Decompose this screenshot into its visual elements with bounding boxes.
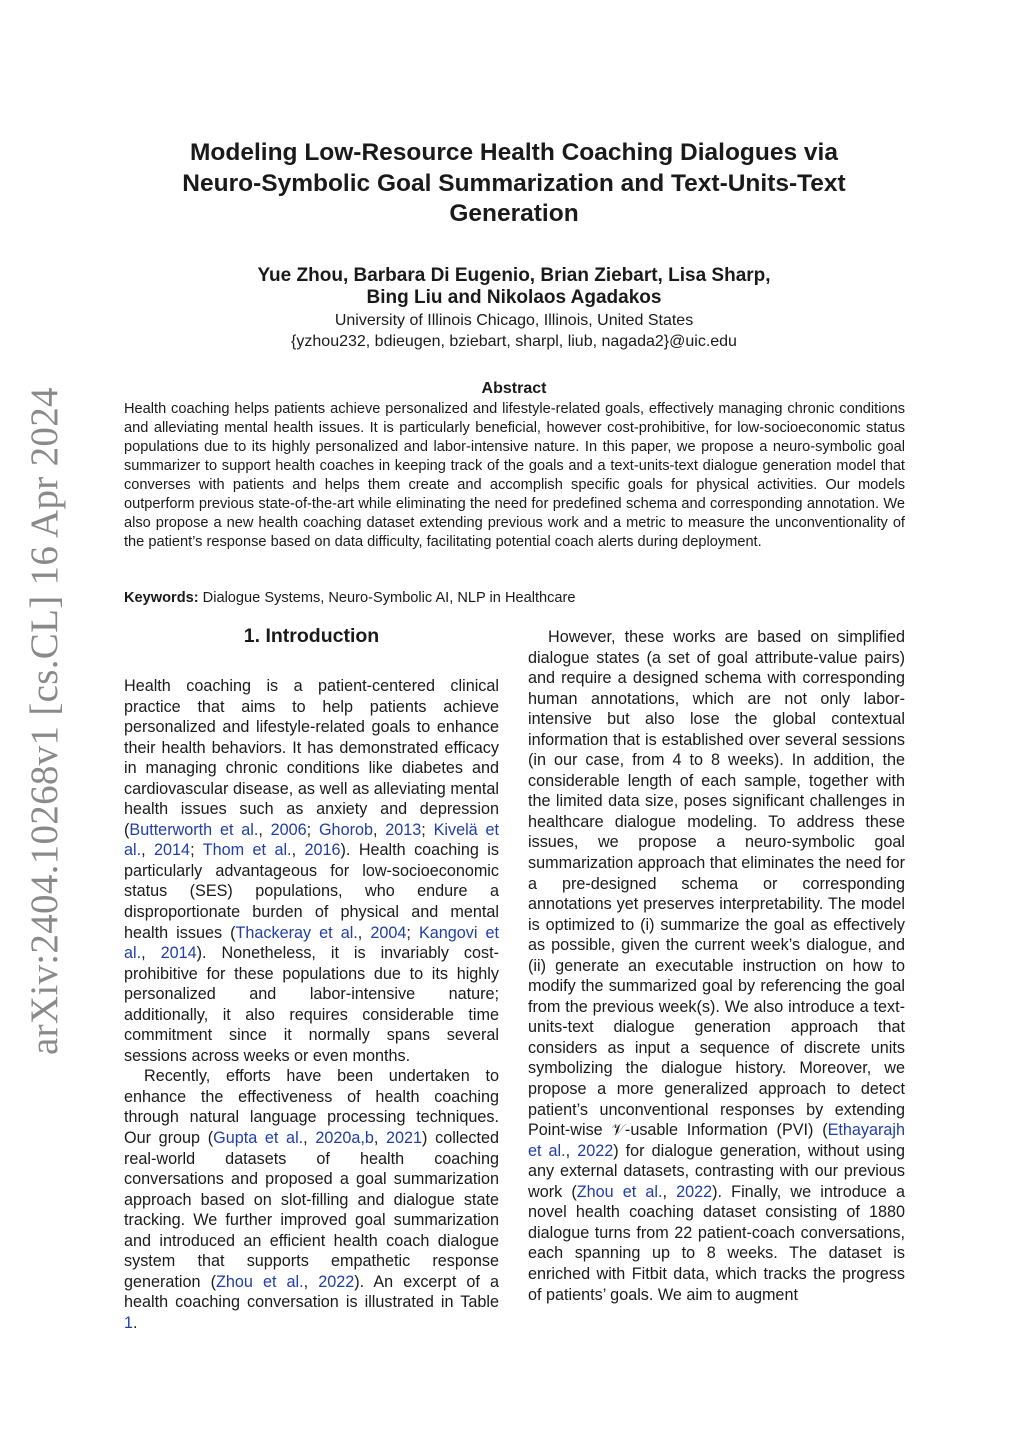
affiliation: University of Illinois Chicago, Illinois, United States (334, 312, 694, 329)
abstract-heading: Abstract (481, 380, 547, 397)
citation-link[interactable]: 2013 (385, 820, 422, 839)
author-list (150, 265, 878, 309)
paragraph-text: ) collected real-world datasets of health coaching conversations and proposed a goal summarization approach based on slot-filling and dialogue state tracking. We further improved goal summarization and introduced an efficient health coach dialogue system that supports empathetic response generation ( (124, 1129, 499, 1291)
intro-paragraph-3 (528, 627, 905, 1305)
citation-link[interactable]: Ethayarajh et al. (528, 1121, 905, 1160)
citation-link[interactable]: Ghorob (318, 820, 373, 839)
paragraph-text: Health coaching is a patient-centered clinical practice that aims to help patients achieve personalized and lifestyle-related goals to enhance their health behaviors. It has demonstrated efficacy in managing chronic conditions like diabetes and cardiovascular disease, as well as alleviating mental health issues such as anxiety and depression ( (124, 677, 499, 839)
citation-link[interactable]: 2006 (270, 820, 307, 839)
title-line: Modeling Low-Resource Health Coaching Dialogues via (190, 139, 838, 166)
paragraph-text: ). Nonetheless, it is invariably cost-prohibitive for these populations due to its highly personalized and labor-intensive nature; additionally, it also requires considerable time commitment since it normally spans several sessions across weeks or even months. (124, 944, 499, 1065)
citation-link[interactable]: 2014 (154, 841, 191, 860)
citation-link[interactable]: Thackeray et al. (235, 923, 358, 942)
citation-separator: , (291, 841, 305, 860)
left-column (124, 676, 499, 1334)
citation-link[interactable]: 2022 (676, 1182, 713, 1201)
paragraph-text: ). An excerpt of a health coaching conversation is illustrated in Table (124, 1272, 499, 1312)
arxiv-identifier: arXiv:2404.10268v1 [cs.CL] 16 Apr 2024 (23, 387, 66, 1055)
keywords (124, 589, 905, 608)
citation-link[interactable]: Zhou et al. (576, 1182, 663, 1201)
paragraph-text: Recently, efforts have been undertaken to enhance the effectiveness of health coaching through natural language processing techniques. Our group ( (124, 1067, 499, 1148)
section-heading-introduction: 1. Introduction (243, 625, 380, 647)
citation-separator: , (565, 1141, 578, 1160)
paper-title (150, 138, 878, 230)
citation-separator: , (373, 1129, 387, 1148)
intro-paragraph-2 (124, 1066, 499, 1333)
citation-separator: ; (190, 841, 203, 860)
title-line: Generation (449, 200, 579, 227)
paragraph-text: ). Health coaching is particularly advantageous for low-socioeconomic status (SES) populations, who endure a disproportionate burden of physical and mental health issues ( (124, 841, 499, 942)
citation-separator: , (303, 1272, 319, 1291)
keywords-label: Keywords: (124, 590, 199, 606)
citation-separator: , (372, 820, 386, 839)
citation-separator: , (303, 1129, 316, 1148)
citation-separator: ; (421, 820, 434, 839)
citation-link[interactable]: 2004 (370, 923, 407, 942)
table-reference-link[interactable]: 1 (124, 1313, 134, 1332)
paragraph-text: ). Finally, we introduce a novel health coaching dataset consisting of 1880 dialogue turns from 22 patient-coach conversations, each spanning up to 8 weeks. The dataset is enriched with Fitbit data, which tracks the progress of patients’ goals. We aim to augment (528, 1182, 905, 1304)
citation-separator: , (258, 820, 271, 839)
citation-link[interactable]: Zhou et al. (215, 1272, 304, 1291)
authors-line: Bing Liu and Nikolaos Agadakos (366, 287, 662, 308)
citation-separator: ; (306, 820, 319, 839)
citation-link[interactable]: 2020a,b (315, 1129, 374, 1148)
citation-link[interactable]: Gupta et al. (213, 1129, 304, 1148)
citation-link[interactable]: Kangovi et al. (124, 923, 499, 963)
citation-link[interactable]: 2014 (160, 944, 197, 963)
title-line: Neuro-Symbolic Goal Summarization and Text-Units-Text (182, 169, 846, 197)
citation-separator: , (662, 1182, 677, 1201)
paragraph-text: . (133, 1313, 138, 1332)
keywords-text: Dialogue Systems, Neuro-Symbolic AI, NLP in Healthcare (202, 590, 576, 606)
citation-link[interactable]: 2021 (386, 1129, 423, 1148)
author-emails: {yzhou232, bdieugen, bziebart, sharpl, liub, nagada2}@uic.edu (291, 333, 737, 350)
citation-link[interactable]: Thom et al. (202, 841, 292, 860)
citation-separator: ; (406, 923, 419, 942)
citation-link[interactable]: 2016 (304, 841, 341, 860)
citation-link[interactable]: 2022 (577, 1141, 614, 1160)
citation-separator: , (141, 944, 161, 963)
paragraph-text: ) for dialogue generation, without using any external datasets, contrasting with our previous work ( (528, 1141, 905, 1201)
abstract-text: Health coaching helps patients achieve personalized and lifestyle-related goals, effectively managing chronic conditions and alleviating mental health issues. It is particularly beneficial, however cost-prohibitive, for low-socioeconomic status populations due to its highly personalized and labor-intensive nature. In this paper, we propose a neuro-symbolic goal summarizer to support health coaches in keeping track of the goals and a text-units-text dialogue generation model that converses with patients and helps them create and accomplish specific goals for physical activities. Our models outperform previous state-of-the-art while eliminating the need for predefined schema and corresponding annotation. We also propose a new health coaching dataset extending previous work and a metric to measure the unconventionality of the patient’s response based on data difficulty, facilitating potential coach alerts during deployment. (124, 401, 905, 550)
intro-paragraph-1 (124, 676, 499, 1066)
citation-separator: , (357, 923, 371, 942)
citation-separator: , (141, 841, 155, 860)
citation-link[interactable]: Kivelä et al. (124, 820, 499, 860)
paragraph-text: However, these works are based on simplified dialogue states (a set of goal attribute-value pairs) and require a designed schema with corresponding human annotations, which are not only labor-intensive but also lose the global contextual information that is established over several sessions (in our case, from 4 to 8 weeks). In addition, the considerable length of each sample, together with the limited data size, poses significant challenges in healthcare dialogue modeling. To address these issues, we propose a neuro-symbolic goal summarization approach that eliminates the need for a pre-designed schema or corresponding annotations yet preserves interpretability. The model is optimized to (i) summarize the goal as effectively as possible, given the current week’s dialogue, and (ii) generate an executable instruction on how to modify the summarized goal by referencing the goal from the previous week(s). We also introduce a text-units-text dialogue generation approach that considers as input a sequence of discrete units symbolizing the dialogue history. Moreover, we propose a more generalized approach to detect patient’s unconventional responses by extending Point-wise 𝒱-usable Information (PVI) ( (528, 628, 906, 1140)
citation-link[interactable]: 2022 (318, 1272, 355, 1291)
affiliation-block (150, 310, 878, 352)
authors-line: Yue Zhou, Barbara Di Eugenio, Brian Ziebart, Lisa Sharp, (257, 265, 771, 286)
right-column (528, 627, 905, 1305)
citation-link[interactable]: Butterworth et al. (129, 820, 259, 839)
